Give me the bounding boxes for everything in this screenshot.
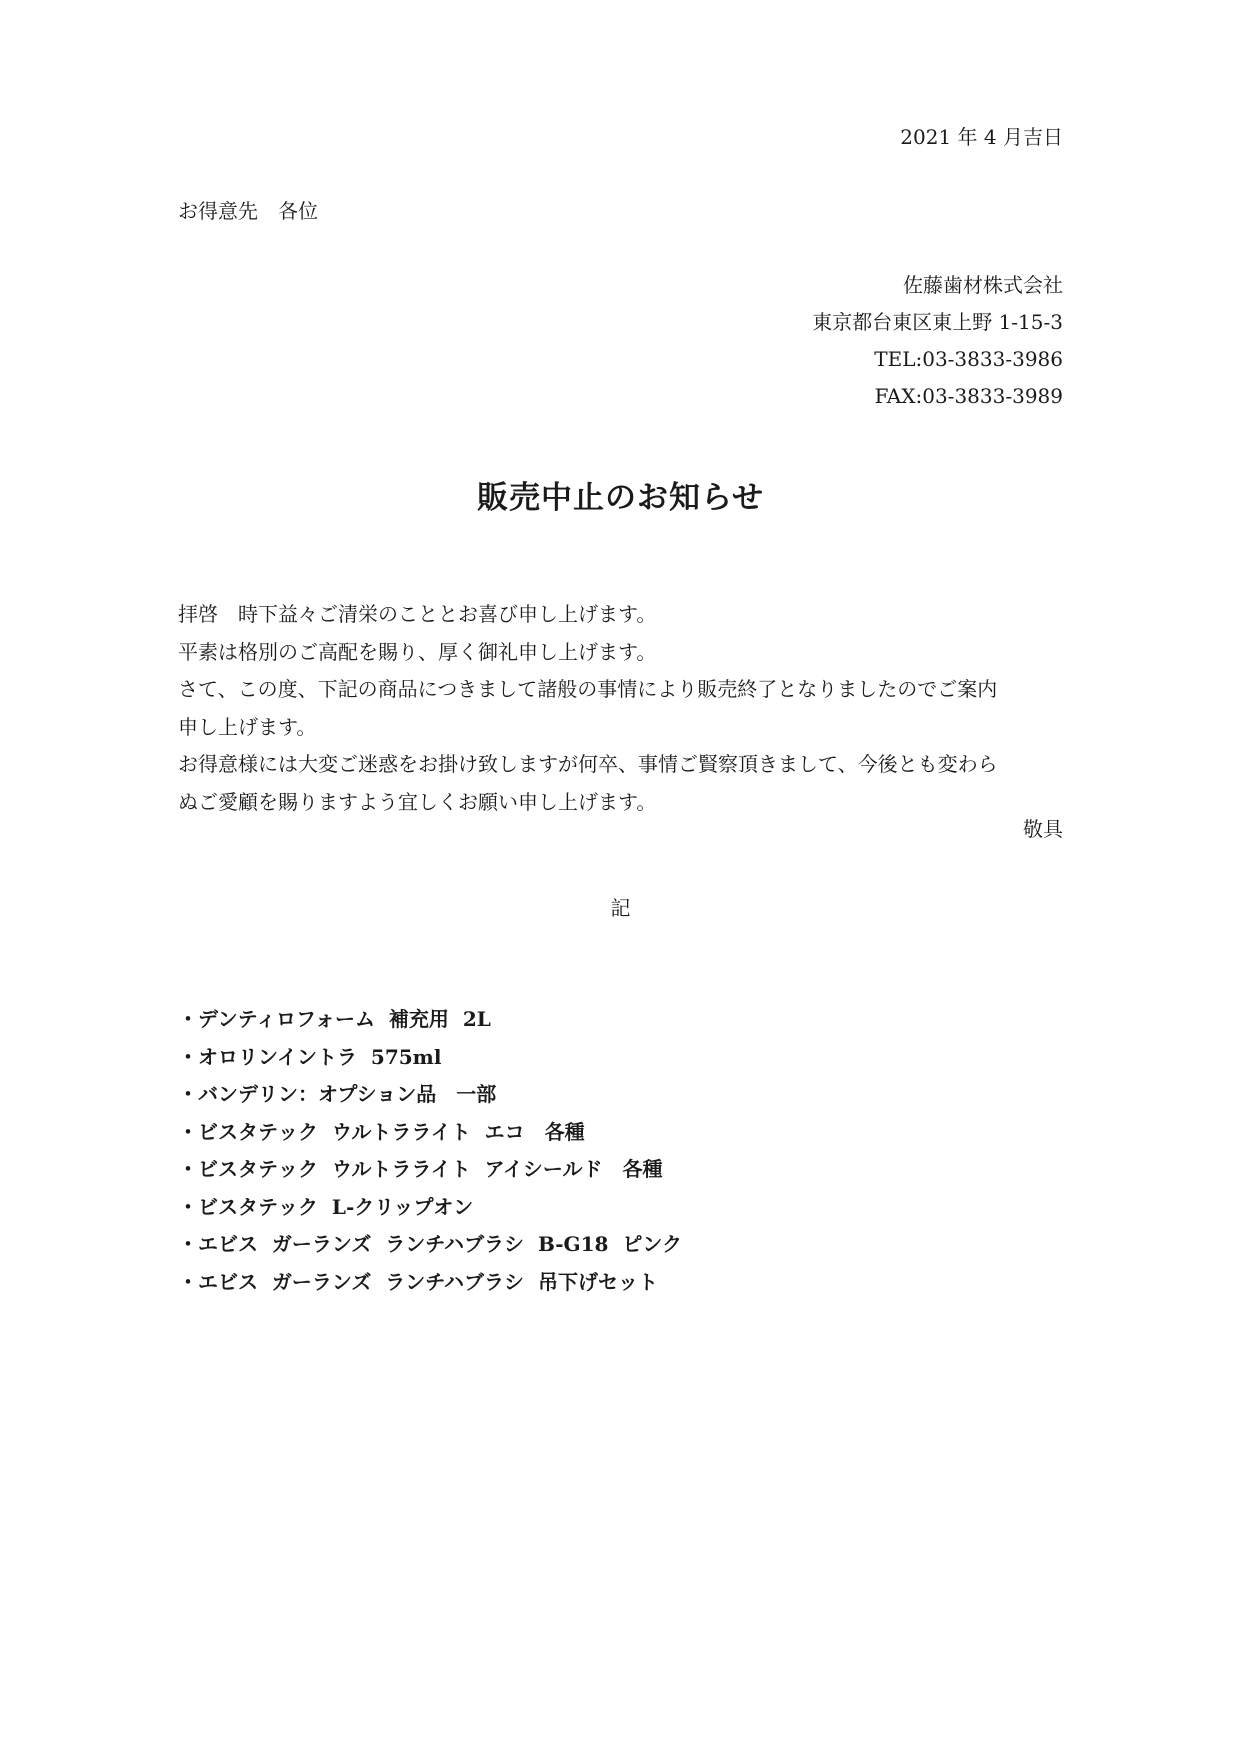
sender-fax: FAX:03-3833-3989 (874, 384, 1063, 408)
body-line: ぬご愛顧を賜りますよう宜しくお願い申し上げます。 (178, 789, 657, 814)
closing-phrase: 敬具 (1023, 817, 1063, 841)
list-item: ・エビス ガーランズ ランチハブラシ 吊下げセット (178, 1269, 658, 1294)
sender-tel: TEL:03-3833-3986 (874, 347, 1063, 371)
list-item: ・ビスタテック L-クリップオン (178, 1194, 474, 1219)
body-line: 申し上げます。 (178, 714, 317, 739)
list-item: ・ビスタテック ウルトラライト アイシールド 各種 (178, 1157, 663, 1181)
list-item: ・デンティロフォーム 補充用 2L (178, 1007, 491, 1031)
letter-title: 販売中止のお知らせ (476, 480, 765, 516)
body-line: さて、この度、下記の商品につきまして諸般の事情により販売終了となりましたのでご案内 (178, 677, 998, 701)
letter-date: 2021 年 4 月吉日 (900, 125, 1063, 149)
sender-company: 佐藤歯材株式会社 (903, 273, 1063, 297)
sender-block (812, 270, 1063, 418)
body-line: 平素は格別のご高配を賜り、厚く御礼申し上げます。 (178, 639, 657, 664)
sender-address: 東京都台東区東上野 1-15-3 (812, 310, 1063, 334)
letter-body (178, 596, 1064, 821)
ki-heading: 記 (610, 896, 631, 920)
discontinued-items-list (178, 1004, 682, 1304)
list-item: ・バンデリン：オプション品 一部 (178, 1082, 497, 1106)
recipient: お得意先 各位 (178, 199, 318, 223)
list-item: ・エビス ガーランズ ランチハブラシ B-G18 ピンク (178, 1232, 682, 1256)
body-line: 拝啓 時下益々ご清栄のこととお喜び申し上げます。 (178, 602, 657, 626)
list-item: ・オロリンイントラ 575ml (178, 1044, 442, 1069)
body-line: お得意様には大変ご迷惑をお掛け致しますが何卒、事情ご賢察頂きまして、今後とも変わら (178, 752, 998, 776)
list-item: ・ビスタテック ウルトラライト エコ 各種 (178, 1119, 585, 1144)
